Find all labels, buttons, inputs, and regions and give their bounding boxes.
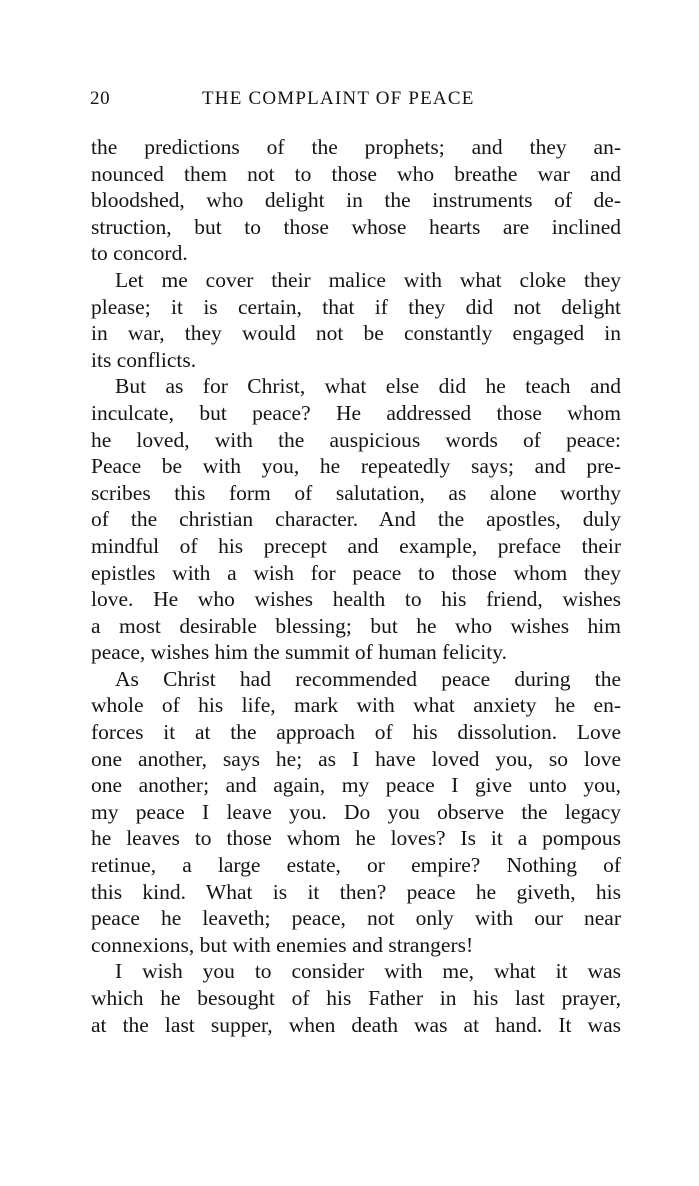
paragraph (91, 666, 621, 959)
text-line: epistles with a wish for peace to those whom they (91, 560, 621, 585)
running-title: THE COMPLAINT OF PEACE (202, 88, 475, 109)
text-line: As Christ had recommended peace during the (115, 666, 621, 691)
text-line: connexions, but with enemies and strangers! (91, 932, 474, 957)
text-line: to concord. (91, 241, 188, 266)
text-line: its conflicts. (91, 347, 197, 372)
text-line: whole of his life, mark with what anxiety he en- (91, 693, 621, 718)
text-line: inculcate, but peace? He addressed those whom (91, 400, 621, 425)
text-line: nounced them not to those who breathe war and (91, 161, 621, 186)
text-line: one another; and again, my peace I give unto you, (91, 773, 621, 798)
body-text (91, 134, 621, 1038)
text-line: peace, wishes him the summit of human felicity. (91, 640, 507, 665)
text-line: Peace be with you, he repeatedly says; and pre- (91, 454, 621, 479)
paragraph (91, 958, 621, 1038)
text-line: a most desirable blessing; but he who wishes him (91, 613, 621, 638)
text-line: retinue, a large estate, or empire? Nothing of (91, 853, 621, 878)
text-line: which he besought of his Father in his last prayer, (91, 986, 621, 1010)
text-line: struction, but to those whose hearts are inclined (91, 214, 621, 239)
text-line: one another, says he; as I have loved you, so love (91, 746, 621, 771)
text-line: bloodshed, who delight in the instruments of de- (91, 188, 621, 213)
text-line: the predictions of the prophets; and they an- (91, 135, 621, 159)
text-line: he leaves to those whom he loves? Is it a pompous (91, 826, 621, 851)
text-line: he loved, with the auspicious words of peace: (91, 427, 621, 452)
text-line: peace he leaveth; peace, not only with our near (91, 906, 621, 931)
text-line: But as for Christ, what else did he teach and (115, 374, 621, 399)
page-number: 20 (90, 88, 111, 109)
paragraph (91, 134, 621, 267)
text-line: scribes this form of salutation, as alone worthy (91, 480, 621, 505)
text-line: this kind. What is it then? peace he giveth, his (91, 879, 621, 904)
text-line: in war, they would not be constantly engaged in (91, 321, 621, 346)
text-line: forces it at the approach of his dissolution. Love (91, 720, 621, 745)
text-line: mindful of his precept and example, preface their (91, 533, 621, 558)
text-line: at the last supper, when death was at hand. It was (91, 1012, 621, 1037)
text-line: of the christian character. And the apostles, duly (91, 507, 621, 532)
text-line: love. He who wishes health to his friend, wishes (91, 587, 621, 612)
running-head (90, 88, 620, 114)
paragraph (91, 373, 621, 666)
text-line: my peace I leave you. Do you observe the legacy (91, 799, 621, 824)
text-line: Let me cover their malice with what cloke they (115, 267, 621, 292)
text-line: please; it is certain, that if they did not delight (91, 294, 621, 319)
text-line: I wish you to consider with me, what it was (115, 959, 621, 984)
paragraph (91, 267, 621, 373)
